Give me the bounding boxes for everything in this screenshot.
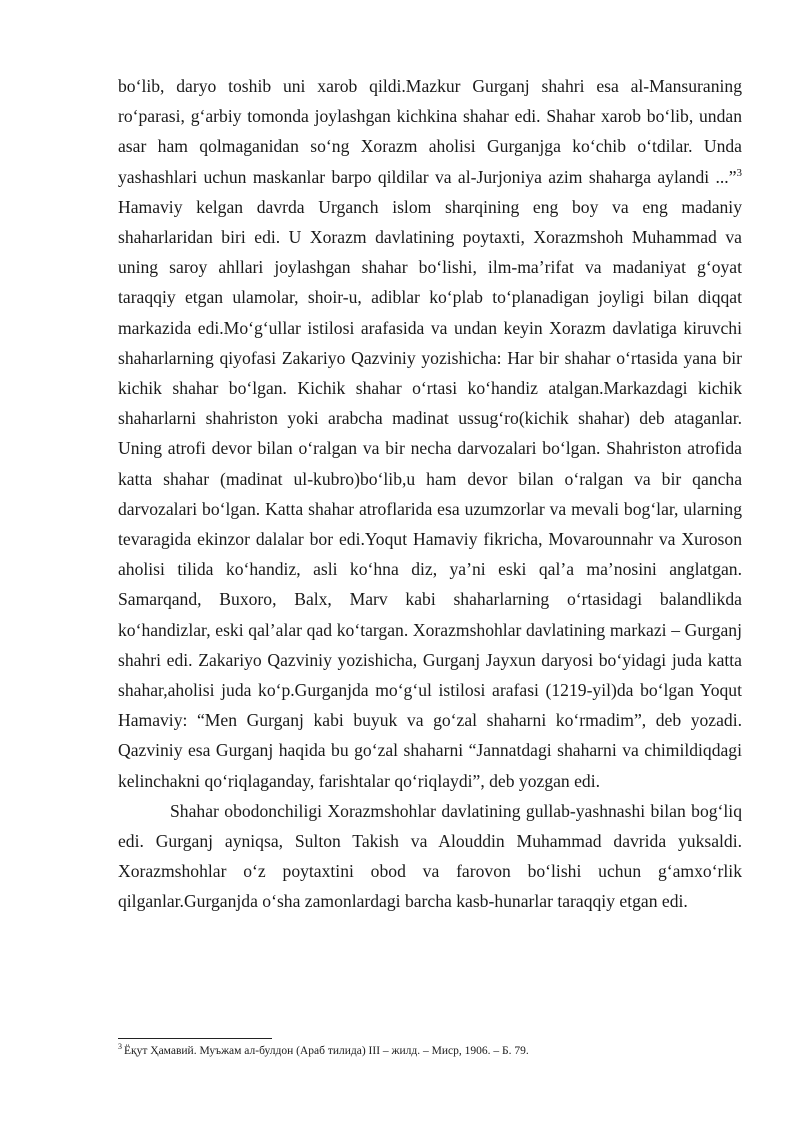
paragraph-1-text-b: Hamaviy kelgan davrda Urganch islom sharqining eng boy va eng madaniy shaharlaridan biri edi. U Xorazm davlatining poytaxti, Xorazmshoh Muhammad va uning saroy ahllari joylashgan shahar bo‘lishi, ilm-ma’rifat va madaniyat g‘oyat taraqqiy etgan ulamolar, shoir-u, adiblar ko‘plab to‘planadigan joyligi bilan diqqat markazida edi.Mo‘g‘ullar istilosi arafasida va undan keyin Xorazm davlatiga kiruvchi shaharlarning qiyofasi Zakariyo Qazviniy yozishicha: Har bir shahar o‘rtasida yana bir kichik shahar bo‘lgan. Kichik shahar o‘rtasi ko‘handiz atalgan.Markazdagi kichik shaharlarni shahriston yoki arabcha madinat ussug‘ro(kichik shahar) deb ataganlar. Uning atrofi devor bilan o‘ralgan va bir necha darvozalari bo‘lgan. Shahriston atrofida katta shahar (madinat ul-kubro)bo‘lib,u ham devor bilan o‘ralgan va bir qancha darvozalari bo‘lgan. Katta shahar atroflarida esa uzumzorlar va mevali bog‘lar, ularning tevaragida ekinzor dalalar bor edi.Yoqut Hamaviy fikricha, Movarounnahr va Xuroson aholisi tilida ko‘handiz, asli ko‘hna diz, ya’ni eski qal’a ma’nosini anglatgan. Samarqand, Buxoro, Balx, Marv kabi shaharlarning o‘rtasidagi balandlikda ko‘handizlar, eski qal’alar qad ko‘targan. Xorazmshohlar davlatining markazi – Gurganj shahri edi. Zakariyo Qazviniy yozishicha, Gurganj Jayxun daryosi bo‘yidagi juda katta shahar,aholisi juda ko‘p.Gurganjda mo‘g‘ul istilosi arafasi (1219-yil)da bo‘lgan Yoqut Hamaviy: “Men Gurganj kabi buyuk va go‘zal shaharni ko‘rmadim”, deb yozadi. Qazviniy esa Gurganj haqida bu go‘zal shaharni “Jannatdagi shaharni va chimildiqdagi kelinchakni qo‘riqlaganday, farishtalar qo‘riqlaydi”, deb yozgan edi. bbox=[118, 196, 742, 791]
footnote-text: Ёқут Ҳамавий. Муъжам ал-булдон (Араб тилида) III – жилд. – Миср, 1906. – Б. 79. bbox=[124, 1045, 529, 1057]
footnote-divider bbox=[118, 1038, 272, 1039]
footnote-number: 3 bbox=[118, 1042, 122, 1052]
paragraph-2: Shahar obodonchiligi Xorazmshohlar davlatining gullab-yashnashi bilan bog‘liq edi. Gurganj ayniqsa, Sulton Takish va Alouddin Muhammad davrida yuksaldi. Xorazmshohlar o‘z poytaxtini obod va farovon bo‘lishi uchun g‘amxo‘rlik qilganlar.Gurganjda o‘sha zamonlardagi barcha kasb-hunarlar taraqqiy etgan edi. bbox=[118, 800, 742, 912]
paragraph-1-text-a: bo‘lib, daryo toshib uni xarob qildi.Mazkur Gurganj shahri esa al-Mansuraning ro‘parasi, g‘arbiy tomonda joylashgan kichkina shahar edi. Shahar xarob bo‘lib, undan asar ham qolmaganidan so‘ng Xorazm aholisi Gurganjga ko‘chib o‘tdilar. Unda yashashlari uchun maskanlar barpo qildilar va al-Jurjoniya azim shaharga aylandi ...” bbox=[118, 76, 742, 187]
footnote bbox=[118, 1044, 742, 1058]
main-text bbox=[118, 71, 742, 917]
footnote-reference[interactable]: 3 bbox=[736, 166, 742, 179]
paragraph-1 bbox=[118, 71, 742, 796]
